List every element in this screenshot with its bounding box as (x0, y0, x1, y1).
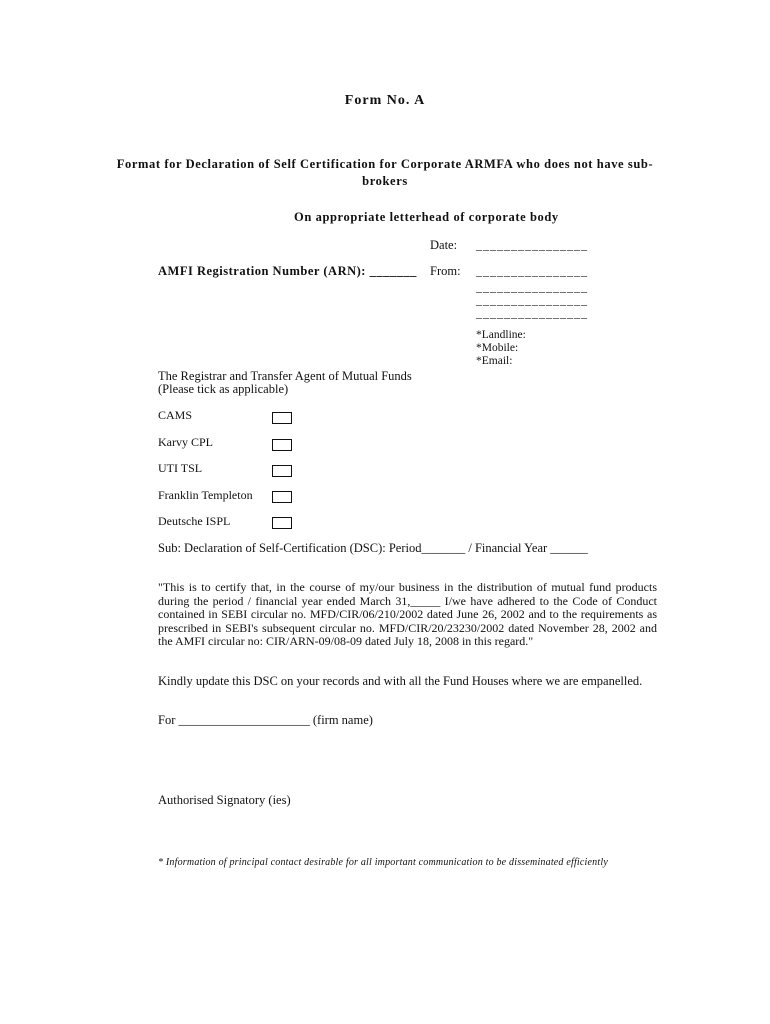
rta-option-deutsche: Deutsche ISPL (158, 514, 231, 528)
rta-option-franklin: Franklin Templeton (158, 488, 253, 502)
subject-line: Sub: Declaration of Self-Certification (DSC): Period_______ / Financial Year ______ (158, 541, 588, 555)
checkbox-deutsche[interactable] (272, 517, 292, 529)
form-title: Form No. A (344, 93, 426, 108)
from-blank-1[interactable]: ________________ (476, 264, 588, 278)
contact-email: *Email: (476, 355, 513, 367)
rta-option-karvy: Karvy CPL (158, 435, 213, 449)
checkbox-karvy[interactable] (272, 439, 292, 451)
date-label: Date: (430, 238, 458, 252)
from-blank-4[interactable]: ________________ (476, 306, 588, 320)
form-heading: Format for Declaration of Self Certification for Corporate ARMFA who does not have sub-brokers (116, 157, 654, 188)
checkbox-franklin[interactable] (272, 491, 292, 503)
update-request: Kindly update this DSC on your records and with all the Fund Houses where we are empanelled. (158, 674, 643, 688)
from-label: From: (430, 264, 461, 278)
letterhead-note: On appropriate letterhead of corporate body (294, 210, 559, 224)
contact-mobile: *Mobile: (476, 342, 519, 354)
checkbox-uti[interactable] (272, 465, 292, 477)
rta-option-cams: CAMS (158, 408, 193, 422)
firm-name-line[interactable]: For _____________________ (firm name) (158, 713, 373, 727)
rta-heading: The Registrar and Transfer Agent of Mutual Funds (158, 369, 412, 383)
signatory-label: Authorised Signatory (ies) (158, 793, 291, 807)
from-blank-3[interactable]: ________________ (476, 293, 588, 307)
certification-text: "This is to certify that, in the course of my/our business in the distribution of mutual fund products during the period / financial year ended March 31,_____ I/we have adhered to the Code of Conduct contained in SEBI circular no. MFD/CIR/06/210/2002 dated June 26, 2002 and to the requirements as prescribed in SEBI's subsequent circular no. MFD/CIR/20/23230/2002 dated November 28, 2002 and the AMFI circular no: CIR/ARN-09/08-09 dated July 18, 2008 in this regard." (158, 580, 657, 648)
checkbox-cams[interactable] (272, 412, 292, 424)
arn-label: AMFI Registration Number (ARN): _______ (158, 264, 417, 278)
date-blank[interactable]: ________________ (476, 238, 588, 252)
contact-landline: *Landline: (476, 329, 526, 341)
rta-subheading: (Please tick as applicable) (158, 382, 289, 396)
from-blank-2[interactable]: ________________ (476, 280, 588, 294)
footnote: * Information of principal contact desirable for all important communication to be disseminated efficiently (158, 857, 608, 868)
rta-option-uti: UTI TSL (158, 461, 203, 475)
